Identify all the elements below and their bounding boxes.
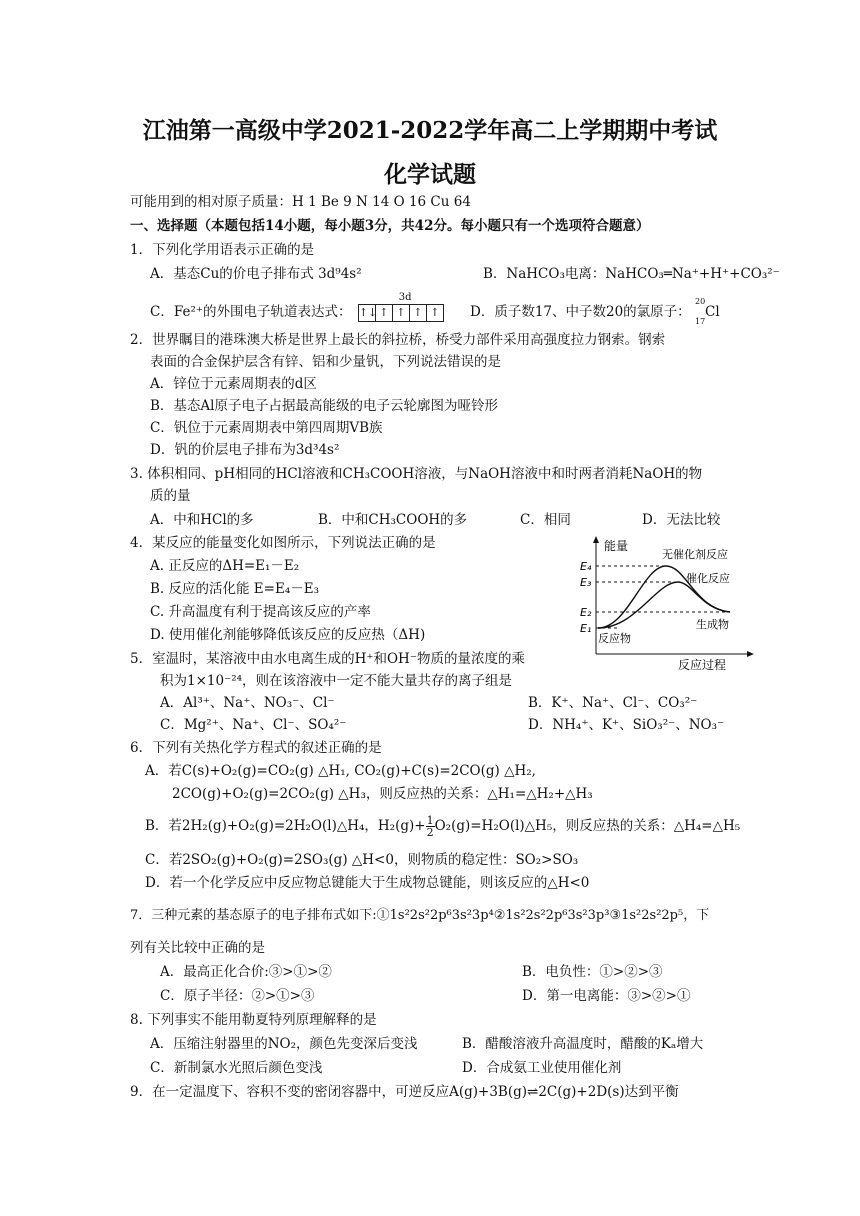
q1-option-a: A．基态Cu的价电子排布式 3d⁹4s² [150,266,362,282]
q5-option-a: A．Al³⁺、Na⁺、NO₃⁻、Cl⁻ [160,695,335,711]
q8-option-b: B．醋酸溶液升高温度时，醋酸的Kₐ增大 [462,1036,704,1052]
q1-stem: 1．下列化学用语表示正确的是 [130,242,315,258]
q2-option-b: B．基态Al原子电子占据最高能级的电子云轮廓图为哑铃形 [150,398,498,414]
q6-option-d: D．若一个化学反应中反应物总键能大于生成物总键能，则该反应的△H<0 [145,875,590,891]
q4-option-b: B. 反应的活化能 E=E₄－E₃ [150,581,319,597]
q7-option-a: A．最高正化合价:③>①>② [160,964,332,980]
fraction-denominator: 2 [426,826,434,839]
q7-option-c: C．原子半径：②>①>③ [160,988,315,1004]
q8-option-c: C．新制氯水光照后颜色变浅 [150,1060,323,1076]
q6-option-b [145,815,740,838]
q9-stem: 9．在一定温度下、容积不变的密闭容器中，可逆反应A(g)+3B(g)⇌2C(g)+2D(s)达到平衡 [130,1084,679,1100]
orbital-box: ↑ [430,305,440,319]
q6-option-a-line1: A．若C(s)+O₂(g)=CO₂(g) △H₁, CO₂(g)+C(s)=2CO(g) △H₂, [145,763,536,779]
q6-stem: 6．下列有关热化学方程式的叙述正确的是 [130,740,382,756]
q5-stem-line1: 5．室温时，某溶液中由水电离生成的H⁺和OH⁻物质的量浓度的乘 [130,651,525,667]
series-label-catalyzed: 催化反应 [686,572,730,585]
q5-option-d: D．NH₄⁺、K⁺、SiO₃²⁻、NO₃⁻ [528,717,725,733]
q7-option-d: D．第一电离能：③>②>① [522,988,691,1004]
energy-diagram [578,534,758,674]
q8-option-a: A．压缩注射器里的NO₂，颜色先变深后变浅 [150,1036,418,1052]
reactant-label: 反应物 [598,632,631,645]
product-label: 生成物 [696,618,729,631]
level-label-e2: E₂ [580,606,592,619]
q5-stem-line2: 积为1×10⁻²⁴，则在该溶液中一定不能大量共存的离子组是 [160,673,513,689]
q6-option-a-line2: 2CO(g)+O₂(g)=2CO₂(g) △H₃，则反应热的关系：△H₁=△H₂+△H₃ [172,786,593,802]
chlorine-nuclide [694,297,725,326]
exam-title: 江油第一高级中学2021-2022学年高二上学期期中考试 [142,117,718,144]
q1-option-d-text: D．质子数17、中子数20的氯原子： [470,304,691,320]
q4-option-d: D. 使用催化剂能够降低该反应的反应热（ΔH) [150,627,426,643]
q1-option-c [150,291,446,322]
q6-option-b-text-end: O₂(g)=H₂O(l)△H₅，则反应热的关系：△H₄=△H₅ [434,818,741,834]
level-label-e4: E₄ [580,560,592,573]
atomic-masses: 可能用到的相对原子质量：H 1 Be 9 N 14 O 16 Cu 64 [130,194,471,210]
x-axis-arrow [747,651,754,657]
section-heading: 一、选择题（本题包括14小题，每小题3分，共42分。每小题只有一个选项符合题意） [130,218,650,234]
q8-option-d: D．合成氨工业使用催化剂 [462,1060,622,1076]
fraction [426,815,435,838]
mass-number: 20 [694,297,706,306]
q7-stem-line2: 列有关比较中正确的是 [130,940,265,956]
series-label-uncatalyzed: 无催化剂反应 [662,548,728,561]
q3-option-b: B．中和CH₃COOH的多 [318,512,468,528]
q1-option-b: B．NaHCO₃电离：NaHCO₃═Na⁺+H⁺+CO₃²⁻ [483,266,780,282]
orbital-diagram [358,291,444,322]
q2-stem-line2: 表面的合金保护层含有锌、铝和少量钒，下列说法错误的是 [150,354,501,370]
q4-option-c: C. 升高温度有利于提高该反应的产率 [150,604,371,620]
level-label-e3: E₃ [580,576,592,589]
q3-option-d: D．无法比较 [642,512,721,528]
q2-option-d: D．钒的价层电子排布为3d³4s² [150,442,340,458]
q2-stem-line1: 2．世界瞩目的港珠澳大桥是世界上最长的斜拉桥，桥受力部件采用高强度拉力钢索。钢索 [130,332,666,348]
y-axis-arrow [593,536,599,543]
q2-option-c: C．钒位于元素周期表中第四周期ⅤB族 [150,420,383,436]
orbital-box: ↑ [393,305,410,321]
level-label-e1: E₁ [580,622,592,635]
orbital-box: ↑ [410,305,427,321]
q3-option-a: A．中和HCl的多 [150,512,254,528]
x-axis-label: 反应过程 [678,658,727,672]
y-axis-label: 能量 [604,539,629,553]
q1-option-d [470,297,725,326]
q4-option-a: A. 正反应的ΔH=E₁－E₂ [150,558,300,574]
element-symbol: Cl [704,304,720,320]
q7-stem-line1: 7．三种元素的基态原子的电子排布式如下:①1s²2s²2p⁶3s²3p⁴②1s²2s²2p⁶3s²3p³③1s²2s²2p⁵，下 [130,908,710,923]
q5-option-c: C．Mg²⁺、Na⁺、Cl⁻、SO₄²⁻ [160,717,347,733]
q7-option-b: B．电负性：①>②>③ [522,964,663,980]
q5-option-b: B．K⁺、Na⁺、Cl⁻、CO₃²⁻ [528,695,698,711]
orbital-box: ↑ [376,305,393,321]
q1-option-c-text: C．Fe²⁺的外围电子轨道表达式： [150,304,352,320]
q3-stem-line2: 质的量 [150,488,191,504]
exam-subtitle: 化学试题 [384,161,476,188]
q8-stem: 8. 下列事实不能用勒夏特列原理解释的是 [130,1012,377,1028]
orbital-box: ↑↓ [358,305,378,319]
fraction-numerator: 1 [426,814,434,827]
q3-option-c: C．相同 [520,512,571,528]
q6-option-c: C．若2SO₂(g)+O₂(g)=2SO₃(g) △H<0，则物质的稳定性：SO₂>SO₃ [145,852,579,868]
q4-stem: 4．某反应的能量变化如图所示，下列说法正确的是 [130,535,436,551]
atomic-number: 17 [694,317,706,326]
q2-option-a: A．锌位于元素周期表的d区 [150,376,317,392]
q3-stem-line1: 3. 体积相同、pH相同的HCl溶液和CH₃COOH溶液，与NaOH溶液中和时两者消耗NaOH的物 [130,466,703,482]
q6-option-b-text: B．若2H₂(g)+O₂(g)=2H₂O(l)△H₄，H₂(g)+ [145,818,426,834]
orbital-label: 3d [398,291,412,303]
